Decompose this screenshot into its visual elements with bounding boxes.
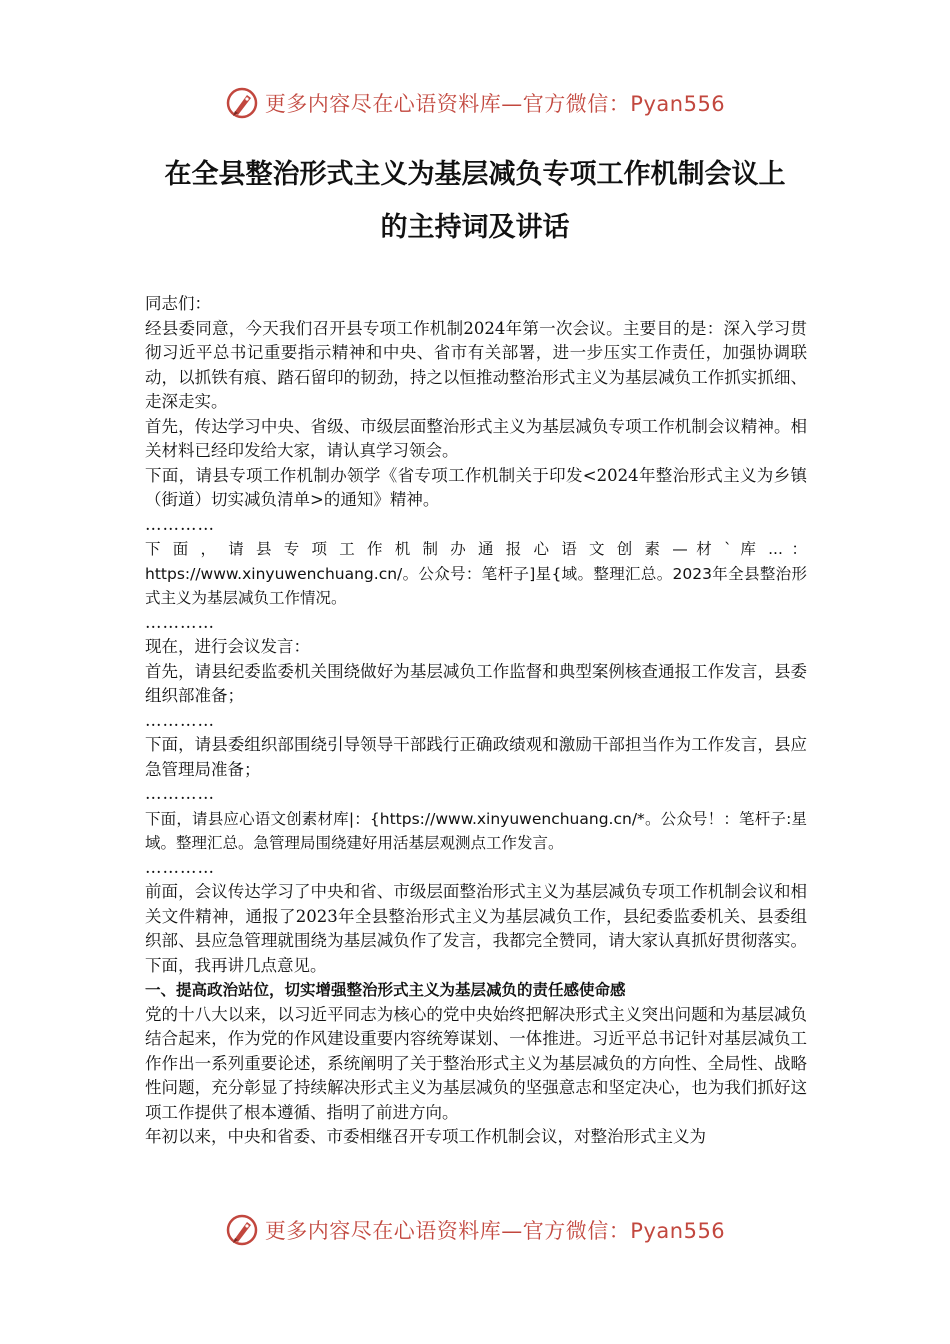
salutation: 同志们： [145, 294, 211, 313]
paragraph: 现在，进行会议发言： [145, 637, 310, 656]
watermark-paragraph: 下面，请县应心语文创素材库|：{https://www.xinyuwenchuang.cn/*。公众号！：笔杆子:星域。整理汇总。急管理局围绕建好用活基层观测点工作发言。 [145, 809, 807, 852]
paragraph: 首先，传达学习中央、省级、市级层面整治形式主义为基层减负专项工作机制会议精神。相关材料已经印发给大家，请认真学习领会。 [145, 416, 807, 460]
paragraph: 前面，会议传达学习了中央和省、市级层面整治形式主义为基层减负专项工作机制会议和相关文件精神，通报了2023年全县整治形式主义为基层减负工作，县纪委监委机关、县委组织部、县应急管理就围绕为基层减负作了发言，我都完全赞同，请大家认真抓好贯彻落实。下面，我再讲几点意见。 [145, 882, 807, 975]
paragraph: 首先，请县纪委监委机关围绕做好为基层减负工作监督和典型案例核查通报工作发言，县委组织部准备； [145, 661, 807, 705]
ellipsis-separator: ………… [145, 710, 215, 730]
banner-text: 更多内容尽在心语资料库—官方微信：Pyan556 [264, 92, 726, 116]
page-title [100, 148, 850, 254]
header-banner [0, 83, 950, 123]
paragraph: 下面，请县专项工作机制办领学《省专项工作机制关于印发<2024年整治形式主义为乡镇（街道）切实减负清单>的通知》精神。 [145, 465, 807, 509]
ellipsis-separator: ………… [145, 857, 215, 877]
banner-text: 更多内容尽在心语资料库—官方微信：Pyan556 [264, 1219, 726, 1243]
pen-nib-circle-icon [225, 86, 259, 120]
document-body [145, 292, 807, 1150]
paragraph: 经县委同意，今天我们召开县专项工作机制2024年第一次会议。主要目的是：深入学习贯彻习近平总书记重要指示精神和中央、省市有关部署，进一步压实工作责任，加强协调联动，以抓铁有痕、踏石留印的韧劲，持之以恒推动整治形式主义为基层减负工作抓实抓细、走深走实。 [145, 318, 807, 411]
section-heading: 一、提高政治站位，切实增强整治形式主义为基层减负的责任感使命感 [145, 981, 626, 999]
title-line-1: 在全县整治形式主义为基层减负专项工作机制会议上 [164, 159, 786, 190]
ellipsis-separator: ………… [145, 514, 215, 534]
paragraph: 党的十八大以来，以习近平同志为核心的党中央始终把解决形式主义突出问题和为基层减负结合起来，作为党的作风建设重要内容统筹谋划、一体推进。习近平总书记针对基层减负工作作出一系列重要论述，系统阐明了关于整治形式主义为基层减负的方向性、全局性、战略性问题，充分彰显了持续解决形式主义为基层减负的坚强意志和坚定决心，也为我们抓好这项工作提供了根本遵循、指明了前进方向。 [145, 1004, 807, 1122]
paragraph: 下面，请县委组织部围绕引导领导干部践行正确政绩观和激励干部担当作为工作发言，县应急管理局准备； [145, 735, 807, 779]
watermark-paragraph: 下 面 ， 请 县 专 项 工 作 机 制 办 通 报 心 语 文 创 素 — 材 ` 库 ... ： https://www.xinyuwenchuang.cn/。公众号：笔杆子]星{域。整理汇总。2023年全县整治形式主义为基层减负工作情况。 [145, 540, 807, 607]
footer-banner [0, 1210, 950, 1250]
ellipsis-separator: ………… [145, 612, 215, 632]
paragraph: 年初以来，中央和省委、市委相继召开专项工作机制会议，对整治形式主义为 [145, 1127, 706, 1146]
title-line-2: 的主持词及讲话 [380, 212, 570, 243]
ellipsis-separator: ………… [145, 784, 215, 803]
pen-nib-circle-icon [225, 1213, 259, 1247]
